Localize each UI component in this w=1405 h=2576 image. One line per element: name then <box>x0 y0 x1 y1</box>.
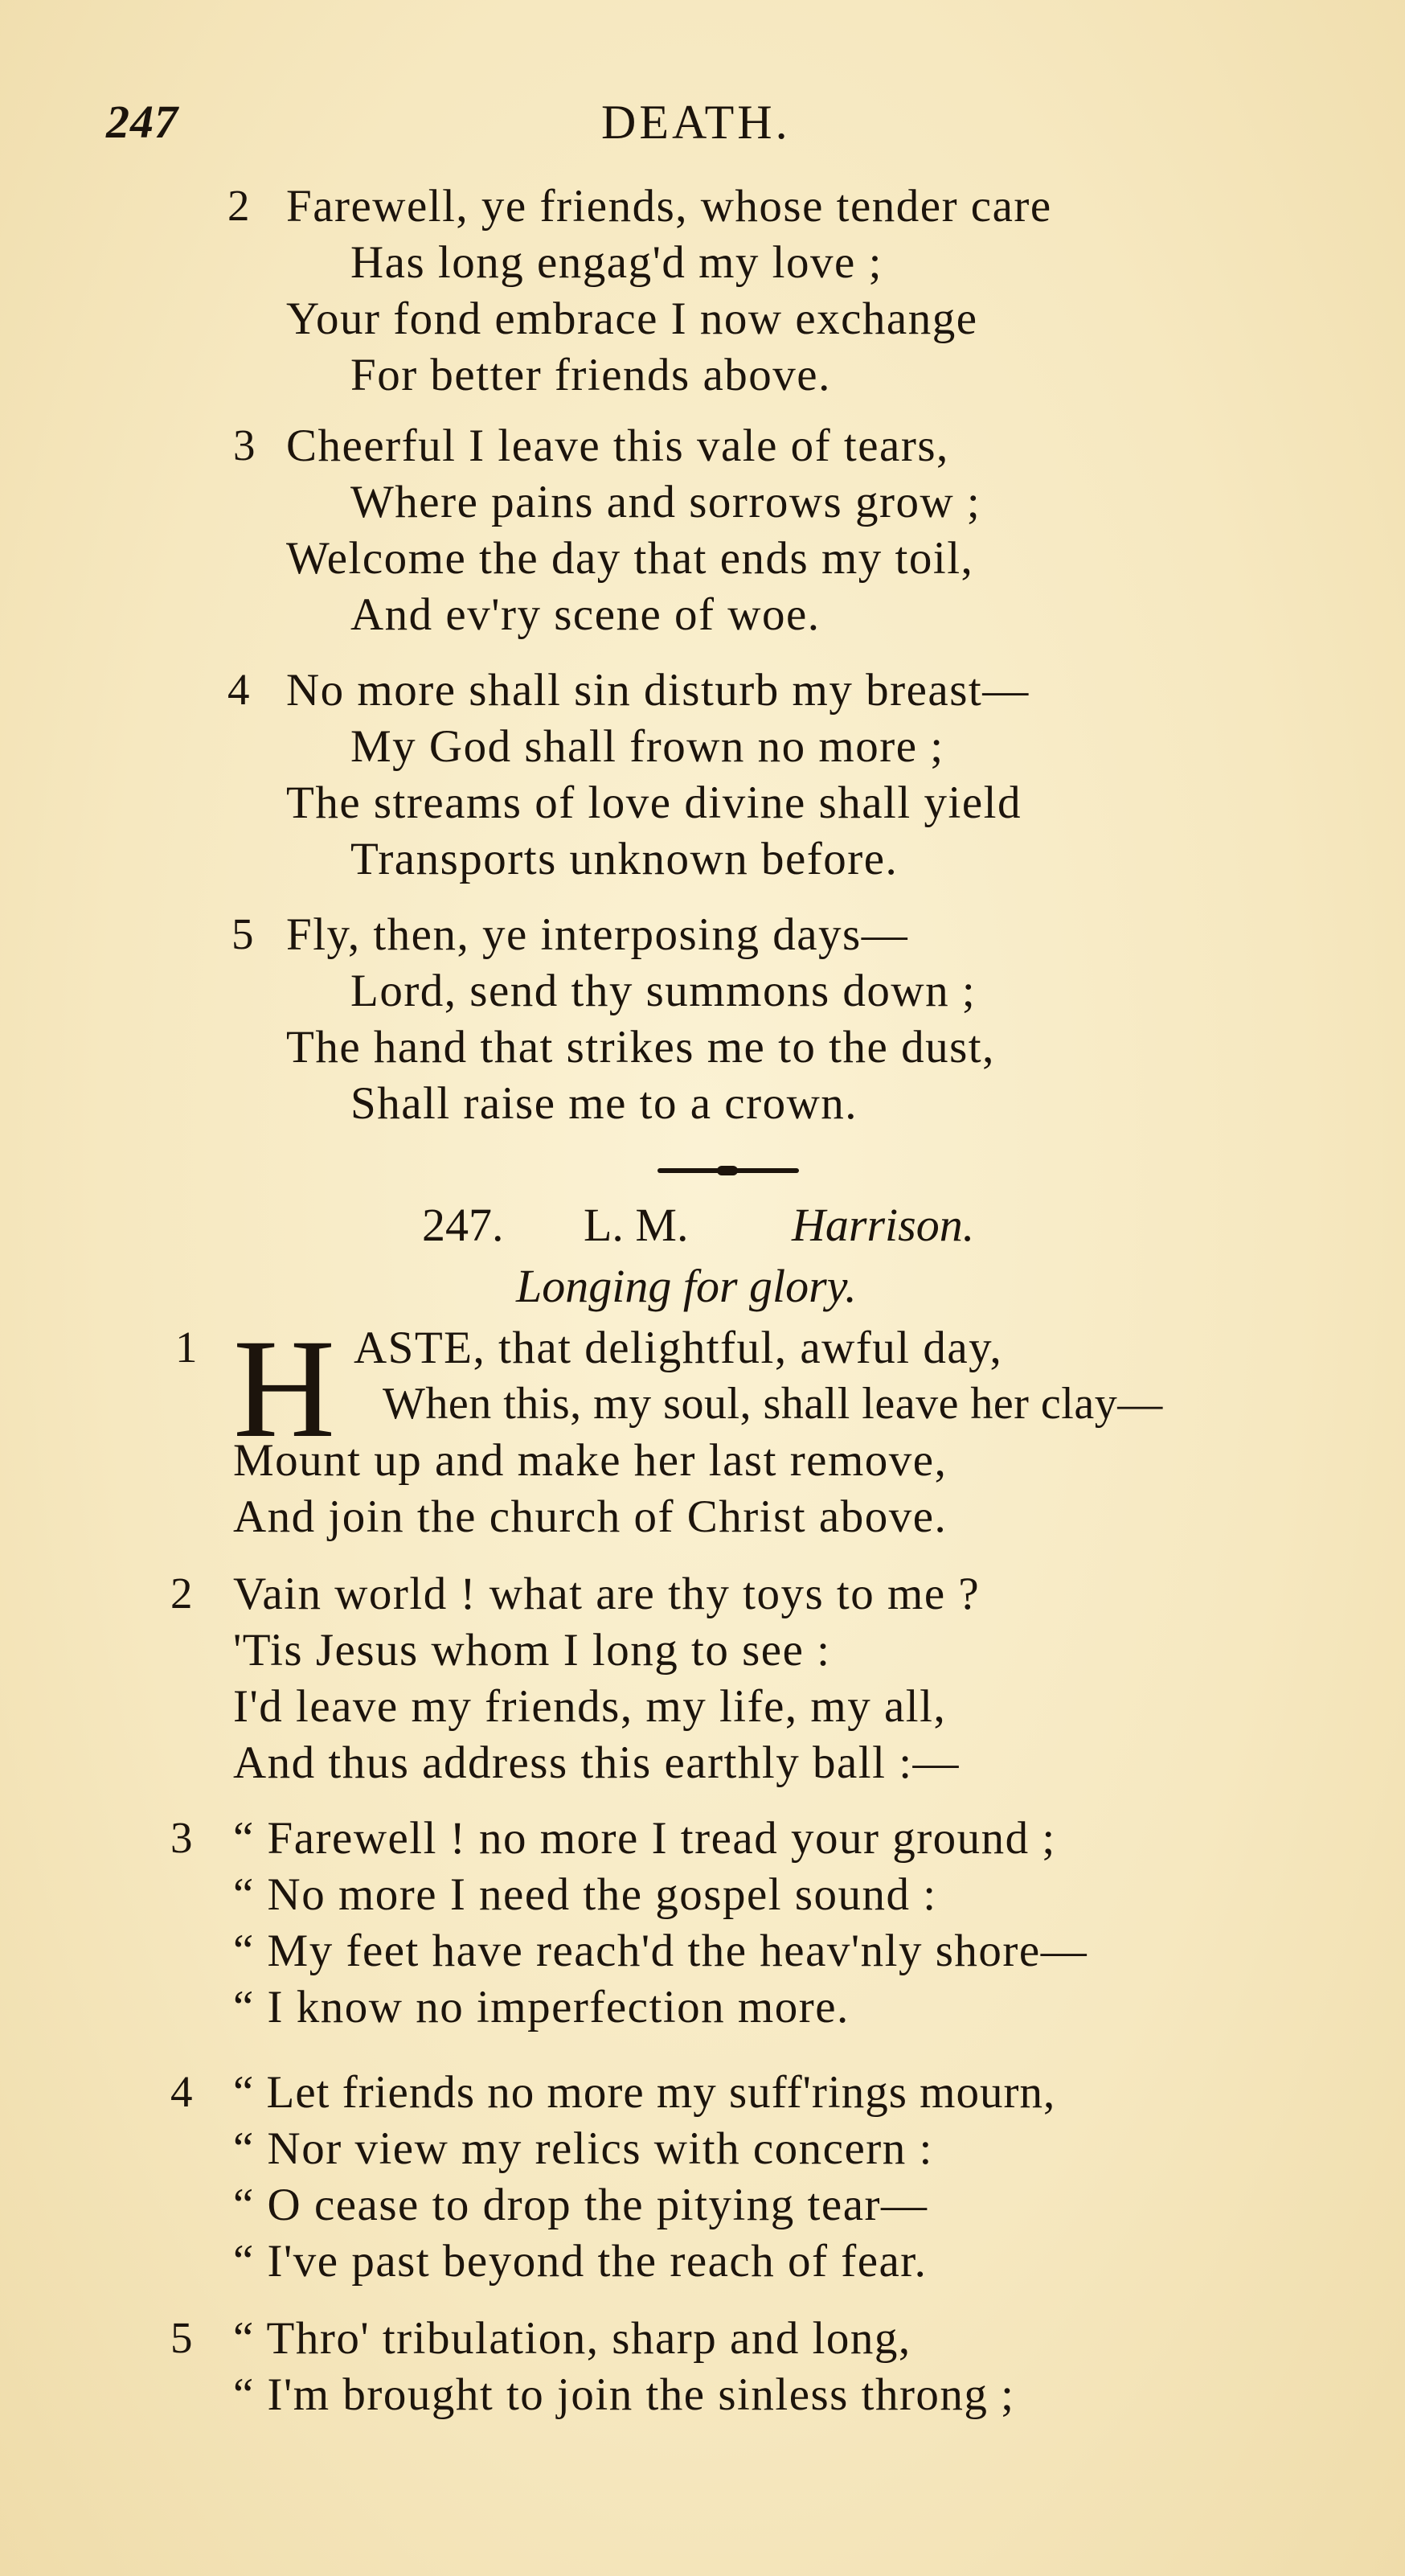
verse-line: No more shall sin disturb my breast— <box>286 665 1030 716</box>
verse-line: And join the church of Christ above. <box>233 1491 948 1542</box>
verse-line: My God shall frown no more ; <box>350 721 944 772</box>
hymn-meter: L. M. <box>584 1199 689 1251</box>
verse-line: Mount up and make her last remove, <box>233 1435 948 1486</box>
verse-line: ASTE, that delightful, awful day, <box>354 1323 1003 1373</box>
verse-line: Where pains and sorrows grow ; <box>350 477 981 527</box>
stanza-number: 2 <box>170 1569 193 1618</box>
verse-line: “ Nor view my relics with concern : <box>233 2123 933 2174</box>
verse-line: The streams of love divine shall yield <box>286 777 1022 828</box>
stanza-number: 2 <box>227 181 250 230</box>
hymn-number: 247. <box>422 1199 504 1251</box>
verse-line: Has long engag'd my love ; <box>350 237 883 288</box>
verse-line: Lord, send thy summons down ; <box>350 966 977 1016</box>
verse-line: The hand that strikes me to the dust, <box>286 1022 995 1073</box>
verse-line: “ Thro' tribulation, sharp and long, <box>233 2313 911 2364</box>
drop-cap: H <box>233 1311 336 1467</box>
verse-line: Cheerful I leave this vale of tears, <box>286 420 949 471</box>
hymn-tune: Harrison. <box>792 1199 975 1251</box>
verse-line: “ No more I need the gospel sound : <box>233 1869 937 1920</box>
stanza-number: 5 <box>231 909 254 958</box>
verse-line: Vain world ! what are thy toys to me ? <box>233 1569 981 1619</box>
stanza-number: 5 <box>170 2313 193 2362</box>
verse-line: “ Let friends no more my suff'rings mourn, <box>233 2067 1056 2118</box>
verse-line: “ Farewell ! no more I tread your ground ; <box>233 1813 1056 1864</box>
verse-line: “ I know no imperfection more. <box>233 1982 850 2032</box>
verse-line: “ O cease to drop the pitying tear— <box>233 2180 928 2230</box>
verse-line: Fly, then, ye interposing days— <box>286 909 909 960</box>
verse-line: Transports unknown before. <box>350 834 899 884</box>
verse-line: “ I've past beyond the reach of fear. <box>233 2236 928 2287</box>
verse-line: 'Tis Jesus whom I long to see : <box>233 1625 831 1676</box>
verse-line: And thus address this earthly ball :— <box>233 1737 961 1788</box>
verse-line: “ I'm brought to join the sinless throng ; <box>233 2369 1015 2420</box>
hymn-subtitle: Longing for glory. <box>516 1260 857 1312</box>
section-divider <box>657 1168 799 1173</box>
stanza-number: 1 <box>175 1323 198 1372</box>
verse-line: For better friends above. <box>350 350 831 400</box>
page-title: DEATH. <box>601 96 791 149</box>
stanza-number: 3 <box>170 1813 193 1862</box>
verse-line: And ev'ry scene of woe. <box>350 589 821 640</box>
verse-line: Your fond embrace I now exchange <box>286 293 978 344</box>
verse-line: Shall raise me to a crown. <box>350 1078 858 1129</box>
stanza-number: 4 <box>170 2067 193 2116</box>
verse-line: Farewell, ye friends, whose tender care <box>286 181 1052 232</box>
stanza-number: 4 <box>227 665 250 714</box>
verse-line: When this, my soul, shall leave her clay— <box>383 1379 1163 1429</box>
verse-line: Welcome the day that ends my toil, <box>286 533 974 584</box>
page-number: 247 <box>106 96 178 148</box>
verse-line: “ My feet have reach'd the heav'nly shore— <box>233 1926 1088 1976</box>
verse-line: I'd leave my friends, my life, my all, <box>233 1681 947 1732</box>
stanza-number: 3 <box>233 420 256 470</box>
